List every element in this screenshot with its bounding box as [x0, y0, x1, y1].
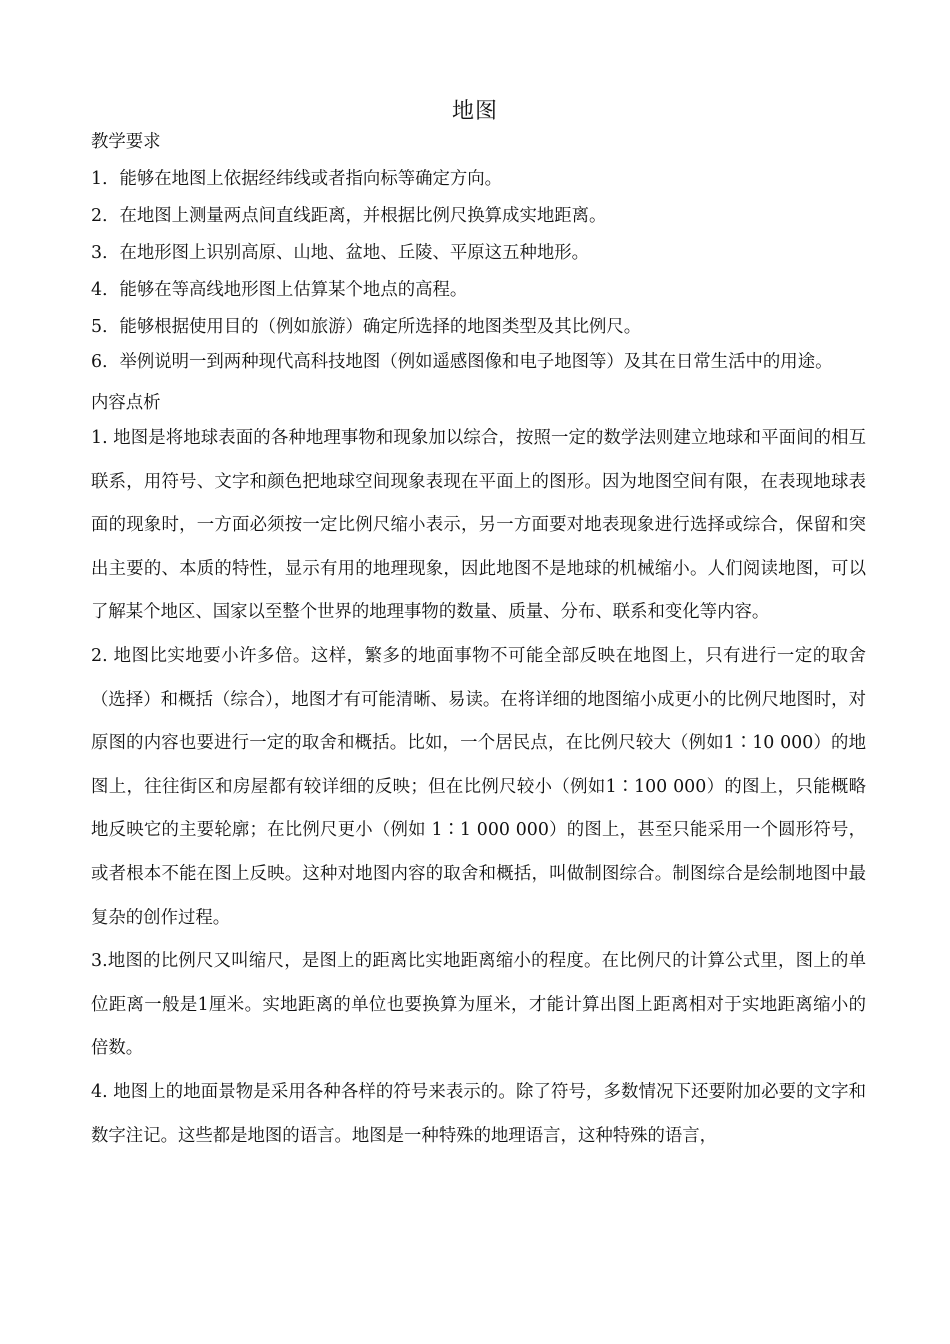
- document-title: 地图: [451, 99, 498, 124]
- content-paragraph: 3.地图的比例尺又叫缩尺，是图上的距离比实地距离缩小的程度。在比例尺的计算公式里，图上的单位距离一般是1厘米。实地距离的单位也要换算为厘米，才能计算出图上距离相对于实地距离缩小的倍数。: [91, 951, 866, 1059]
- requirement-item: 3．在地形图上识别高原、山地、盆地、丘陵、平原这五种地形。: [91, 243, 590, 263]
- requirement-item: 5．能够根据使用目的（例如旅游）确定所选择的地图类型及其比例尺。: [91, 317, 642, 337]
- section-heading-analysis: 内容点析: [91, 393, 161, 413]
- document-body: [91, 128, 866, 1158]
- requirement-item: 6．举例说明一到两种现代高科技地图（例如遥感图像和电子地图等）及其在日常生活中的用途。: [91, 352, 833, 372]
- content-paragraph: 1. 地图是将地球表面的各种地理事物和现象加以综合，按照一定的数学法则建立地球和平面间的相互联系，用符号、文字和颜色把地球空间现象表现在平面上的图形。因为地图空间有限，在表现地球表面的现象时，一方面必须按一定比例尺缩小表示，另一方面要对地表现象进行选择或综合，保留和突出主要的、本质的特性，显示有用的地理现象，因此地图不是地球的机械缩小。人们阅读地图，可以了解某个地区、国家以至整个世界的地理事物的数量、质量、分布、联系和变化等内容。: [91, 428, 866, 623]
- content-paragraph: 4. 地图上的地面景物是采用各种各样的符号来表示的。除了符号，多数情况下还要附加必要的文字和数字注记。这些都是地图的语言。地图是一种特殊的地理语言，这种特殊的语言，: [91, 1081, 866, 1146]
- requirement-item: 2．在地图上测量两点间直线距离，并根据比例尺换算成实地距离。: [91, 206, 607, 226]
- content-paragraph: 2. 地图比实地要小许多倍。这样，繁多的地面事物不可能全部反映在地图上，只有进行一定的取舍（选择）和概括（综合），地图才有可能清晰、易读。在将详细的地图缩小成更小的比例尺地图时，对原图的内容也要进行一定的取舍和概括。比如，一个居民点，在比例尺较大（例如1∶10 000）的地图上，往往街区和房屋都有较详细的反映；但在比例尺较小（例如1∶100 000）的图上，只能概略地反映它的主要轮廓；在比例尺更小（例如 1∶1 000 000）的图上，甚至只能采用一个圆形符号，或者根本不能在图上反映。这种对地图内容的取舍和概括，叫做制图综合。制图综合是绘制地图中最复杂的创作过程。: [91, 645, 866, 928]
- requirement-item: 4．能够在等高线地形图上估算某个地点的高程。: [91, 280, 468, 300]
- requirement-item: 1．能够在地图上依据经纬线或者指向标等确定方向。: [91, 169, 503, 189]
- section-heading-requirements: 教学要求: [91, 132, 161, 152]
